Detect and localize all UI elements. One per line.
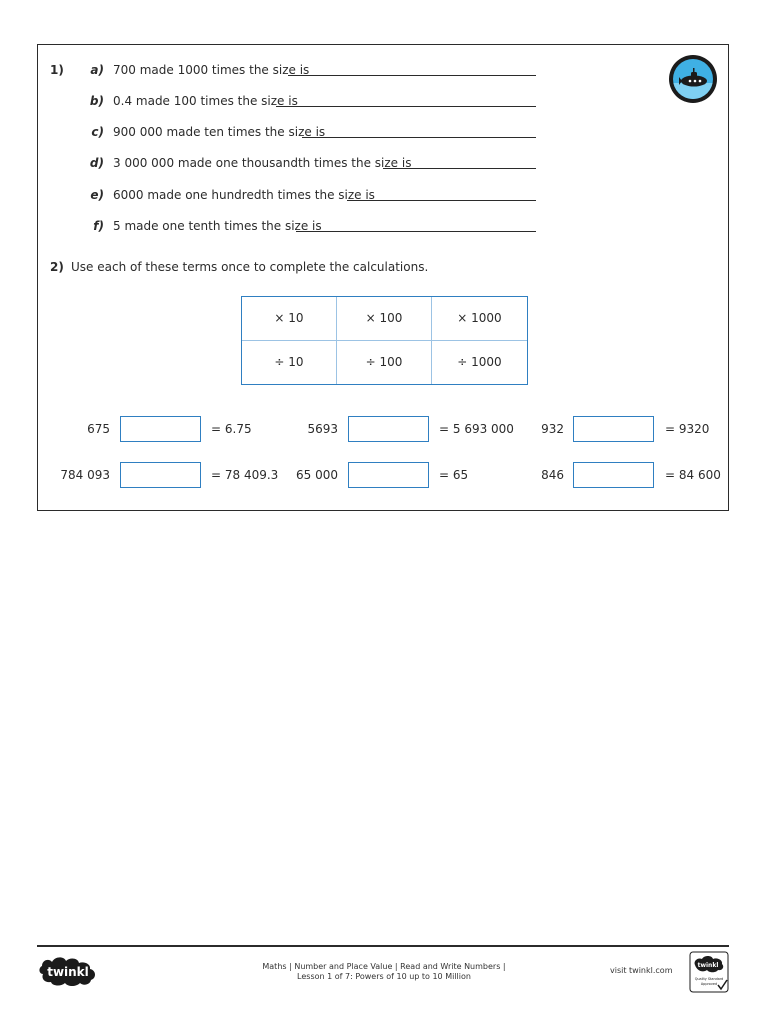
answer-line-1c[interactable] — [302, 125, 536, 138]
footer-line-1: Maths | Number and Place Value | Read and Write Numbers | — [262, 962, 506, 971]
footer-divider — [37, 945, 729, 947]
term-cell: ÷ 100 — [337, 341, 432, 385]
answer-line-1e[interactable] — [347, 188, 536, 201]
quality-seal-icon — [689, 951, 729, 993]
footer-lesson-info — [200, 962, 568, 982]
question-1a — [80, 61, 309, 77]
result: = 5 693 000 — [439, 422, 514, 436]
question-text: 0.4 made 100 times the size is — [113, 94, 298, 108]
sub-letter: a) — [90, 63, 104, 77]
question-1c — [80, 123, 325, 139]
question-text: 6000 made one hundredth times the size is — [113, 188, 375, 202]
svg-text:Approved: Approved — [700, 982, 718, 986]
answer-box[interactable] — [573, 416, 654, 442]
result: = 78 409.3 — [211, 468, 279, 482]
term-cell: ÷ 1000 — [457, 355, 502, 370]
term-cell: ÷ 10 — [242, 341, 337, 385]
question-1b — [80, 92, 298, 108]
question-2-number: 2) — [50, 260, 64, 274]
terms-table — [241, 296, 528, 385]
visit-link[interactable]: visit twinkl.com — [610, 966, 673, 975]
term-cell: × 1000 — [432, 297, 527, 341]
question-text: 700 made 1000 times the size is — [113, 63, 310, 77]
answer-line-1d[interactable] — [383, 156, 536, 169]
question-text: 5 made one tenth times the size is — [113, 219, 322, 233]
start-number: 784 093 — [60, 468, 110, 482]
answer-box[interactable] — [120, 462, 201, 488]
answer-box[interactable] — [348, 462, 429, 488]
answer-line-1a[interactable] — [288, 63, 536, 76]
result: = 84 600 — [665, 468, 721, 482]
svg-text:twinkl: twinkl — [47, 965, 89, 979]
question-1f — [80, 217, 322, 233]
start-number: 675 — [87, 422, 110, 436]
footer-line-2: Lesson 1 of 7: Powers of 10 up to 10 Million — [297, 972, 471, 981]
question-1d — [80, 154, 411, 170]
answer-box[interactable] — [573, 462, 654, 488]
result: = 65 — [439, 468, 469, 482]
start-number: 846 — [541, 468, 564, 482]
start-number: 5693 — [307, 422, 338, 436]
question-2-instruction: Use each of these terms once to complete the calculations. — [71, 260, 429, 274]
sub-letter: e) — [90, 188, 104, 202]
answer-line-1b[interactable] — [276, 94, 536, 107]
question-text: 3 000 000 made one thousandth times the size is — [113, 156, 412, 170]
term-cell: × 100 — [337, 297, 432, 341]
answer-line-1f[interactable] — [296, 219, 536, 232]
result: = 9320 — [665, 422, 710, 436]
start-number: 65 000 — [296, 468, 338, 482]
question-1-number: 1) — [50, 63, 64, 77]
sub-letter: b) — [89, 94, 104, 108]
term-cell: × 10 — [242, 297, 337, 341]
sub-letter: c) — [91, 125, 104, 139]
start-number: 932 — [541, 422, 564, 436]
sub-letter: f) — [93, 219, 104, 233]
answer-box[interactable] — [348, 416, 429, 442]
question-1e — [80, 186, 375, 202]
worksheet-panel — [37, 44, 729, 511]
submarine-icon — [669, 55, 717, 103]
question-text: 900 000 made ten times the size is — [113, 125, 326, 139]
result: = 6.75 — [211, 422, 252, 436]
answer-box[interactable] — [120, 416, 201, 442]
twinkl-logo[interactable] — [37, 954, 99, 988]
sub-letter: d) — [89, 156, 104, 170]
svg-text:Quality Standard: Quality Standard — [694, 977, 724, 981]
svg-text:twinkl: twinkl — [697, 962, 719, 969]
